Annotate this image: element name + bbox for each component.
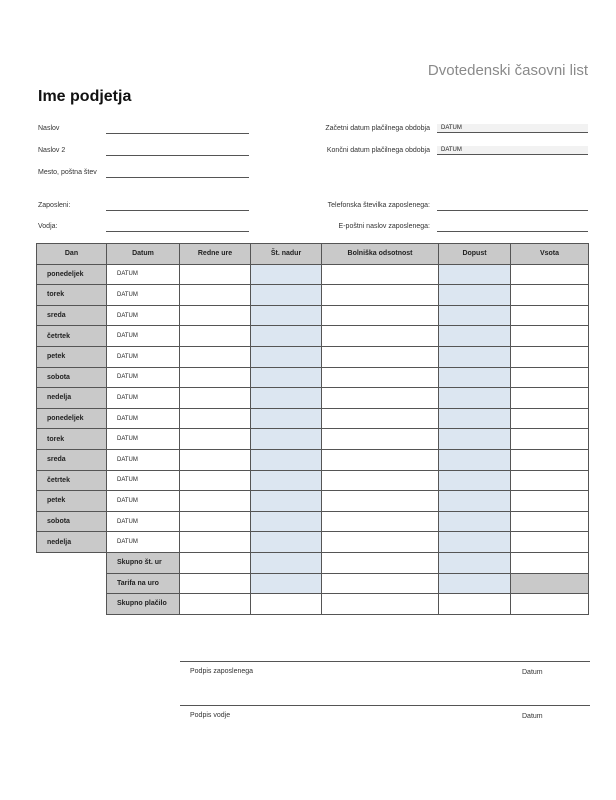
manager-date-label: Datum (522, 713, 543, 720)
col-header-sick-leave: Bolniška odsotnost (322, 244, 439, 265)
empty-cell (37, 594, 107, 615)
overtime-cell[interactable] (251, 449, 322, 470)
sick-leave-cell[interactable] (322, 408, 439, 429)
vacation-cell[interactable] (439, 511, 511, 532)
total-cell[interactable] (511, 305, 589, 326)
total-cell[interactable] (511, 367, 589, 388)
table-row (37, 532, 589, 553)
sick-leave-cell[interactable] (322, 532, 439, 553)
regular-hours-cell[interactable] (180, 511, 251, 532)
document-title: Dvotedenski časovni list (427, 62, 588, 79)
sick-leave-cell[interactable] (322, 491, 439, 512)
overtime-cell[interactable] (251, 532, 322, 553)
vacation-cell[interactable] (439, 429, 511, 450)
table-row (37, 326, 589, 347)
vacation-cell[interactable] (439, 449, 511, 470)
overtime-cell[interactable] (251, 264, 322, 285)
col-header-date: Datum (107, 244, 180, 265)
vacation-cell[interactable] (439, 388, 511, 409)
total-cell[interactable] (511, 285, 589, 306)
rate-label: Tarifa na uro (107, 573, 180, 594)
regular-hours-cell[interactable] (180, 346, 251, 367)
sick-leave-cell[interactable] (322, 346, 439, 367)
employee-signature-line[interactable] (180, 661, 590, 662)
date-cell[interactable]: DATUM (107, 511, 180, 532)
regular-hours-cell[interactable] (180, 449, 251, 470)
date-cell[interactable]: DATUM (107, 388, 180, 409)
rate-total-cell (511, 573, 589, 594)
date-cell[interactable]: DATUM (107, 346, 180, 367)
overtime-cell[interactable] (251, 470, 322, 491)
col-header-regular-hours: Redne ure (180, 244, 251, 265)
period-end-input[interactable]: DATUM (437, 146, 588, 155)
phone-input[interactable] (437, 210, 588, 211)
manager-label: Vodja: (38, 223, 58, 230)
address2-label: Naslov 2 (38, 147, 66, 154)
total-cell[interactable] (511, 532, 589, 553)
date-cell[interactable]: DATUM (107, 408, 180, 429)
total-hours-sum-cell[interactable] (511, 552, 589, 573)
manager-signature-label: Podpis vodje (190, 712, 231, 719)
sick-leave-cell[interactable] (322, 388, 439, 409)
date-cell[interactable]: DATUM (107, 449, 180, 470)
pay-vacation-cell[interactable] (439, 594, 511, 615)
date-cell[interactable]: DATUM (107, 470, 180, 491)
table-row (37, 449, 589, 470)
sick-leave-cell[interactable] (322, 367, 439, 388)
regular-hours-cell[interactable] (180, 470, 251, 491)
day-cell: petek (37, 491, 107, 512)
total-regular-hours-cell[interactable] (180, 552, 251, 573)
period-start-input[interactable]: DATUM (437, 124, 588, 133)
total-sick-leave-cell[interactable] (322, 552, 439, 573)
summary-row-total-pay (37, 594, 589, 615)
table-row (37, 491, 589, 512)
address2-input[interactable] (106, 155, 249, 156)
regular-hours-cell[interactable] (180, 326, 251, 347)
employee-label: Zaposleni: (38, 202, 71, 209)
vacation-cell[interactable] (439, 408, 511, 429)
total-cell[interactable] (511, 491, 589, 512)
vacation-cell[interactable] (439, 346, 511, 367)
table-row (37, 346, 589, 367)
manager-signature-line[interactable] (180, 705, 590, 706)
phone-label: Telefonska številka zaposlenega: (327, 202, 430, 209)
employee-date-label: Datum (522, 669, 543, 676)
day-cell: sobota (37, 367, 107, 388)
period-start-label: Začetni datum plačilnega obdobja (325, 125, 430, 132)
vacation-cell[interactable] (439, 367, 511, 388)
total-cell[interactable] (511, 511, 589, 532)
table-row (37, 305, 589, 326)
employee-input[interactable] (106, 210, 249, 211)
vacation-cell[interactable] (439, 532, 511, 553)
sick-leave-cell[interactable] (322, 449, 439, 470)
day-cell: nedelja (37, 532, 107, 553)
vacation-cell[interactable] (439, 264, 511, 285)
summary-row-rate (37, 573, 589, 594)
table-row (37, 264, 589, 285)
date-cell[interactable]: DATUM (107, 491, 180, 512)
regular-hours-cell[interactable] (180, 305, 251, 326)
city-input[interactable] (106, 177, 249, 178)
regular-hours-cell[interactable] (180, 491, 251, 512)
vacation-cell[interactable] (439, 326, 511, 347)
total-vacation-cell[interactable] (439, 552, 511, 573)
regular-hours-cell[interactable] (180, 408, 251, 429)
manager-input[interactable] (106, 231, 249, 232)
total-cell[interactable] (511, 408, 589, 429)
rate-overtime-cell[interactable] (251, 573, 322, 594)
day-cell: torek (37, 429, 107, 450)
overtime-cell[interactable] (251, 346, 322, 367)
rate-vacation-cell[interactable] (439, 573, 511, 594)
total-cell[interactable] (511, 326, 589, 347)
date-cell[interactable]: DATUM (107, 367, 180, 388)
total-cell[interactable] (511, 264, 589, 285)
vacation-cell[interactable] (439, 491, 511, 512)
sick-leave-cell[interactable] (322, 285, 439, 306)
sick-leave-cell[interactable] (322, 470, 439, 491)
total-hours-label: Skupno št. ur (107, 552, 180, 573)
pay-overtime-cell[interactable] (251, 594, 322, 615)
period-end-label: Končni datum plačilnega obdobja (326, 147, 430, 154)
day-cell: četrtek (37, 326, 107, 347)
empty-cell (37, 552, 107, 573)
col-header-total: Vsota (511, 244, 589, 265)
pay-sick-leave-cell[interactable] (322, 594, 439, 615)
day-cell: torek (37, 285, 107, 306)
date-cell[interactable]: DATUM (107, 532, 180, 553)
overtime-cell[interactable] (251, 511, 322, 532)
table-header-row (37, 244, 589, 265)
regular-hours-cell[interactable] (180, 285, 251, 306)
summary-row-total-hours (37, 552, 589, 573)
table-row (37, 388, 589, 409)
date-cell[interactable]: DATUM (107, 305, 180, 326)
overtime-cell[interactable] (251, 388, 322, 409)
timesheet-table (36, 243, 589, 615)
date-cell[interactable]: DATUM (107, 285, 180, 306)
vacation-cell[interactable] (439, 285, 511, 306)
total-cell[interactable] (511, 449, 589, 470)
date-cell[interactable]: DATUM (107, 429, 180, 450)
overtime-cell[interactable] (251, 305, 322, 326)
date-cell[interactable]: DATUM (107, 326, 180, 347)
pay-total-cell[interactable] (511, 594, 589, 615)
rate-regular-cell[interactable] (180, 573, 251, 594)
pay-regular-cell[interactable] (180, 594, 251, 615)
table-row (37, 367, 589, 388)
overtime-cell[interactable] (251, 326, 322, 347)
total-overtime-cell[interactable] (251, 552, 322, 573)
day-cell: četrtek (37, 470, 107, 491)
day-cell: ponedeljek (37, 408, 107, 429)
address-input[interactable] (106, 133, 249, 134)
overtime-cell[interactable] (251, 491, 322, 512)
email-input[interactable] (437, 231, 588, 232)
regular-hours-cell[interactable] (180, 388, 251, 409)
day-cell: sreda (37, 449, 107, 470)
regular-hours-cell[interactable] (180, 532, 251, 553)
regular-hours-cell[interactable] (180, 367, 251, 388)
table-row (37, 429, 589, 450)
rate-sick-leave-cell[interactable] (322, 573, 439, 594)
table-row (37, 470, 589, 491)
email-label: E-poštni naslov zaposlenega: (338, 223, 430, 230)
overtime-cell[interactable] (251, 285, 322, 306)
col-header-overtime: Št. nadur (251, 244, 322, 265)
table-row (37, 511, 589, 532)
sick-leave-cell[interactable] (322, 511, 439, 532)
overtime-cell[interactable] (251, 408, 322, 429)
vacation-cell[interactable] (439, 305, 511, 326)
city-label: Mesto, poštna štev (38, 169, 97, 176)
vacation-cell[interactable] (439, 470, 511, 491)
sick-leave-cell[interactable] (322, 264, 439, 285)
regular-hours-cell[interactable] (180, 264, 251, 285)
total-cell[interactable] (511, 429, 589, 450)
sick-leave-cell[interactable] (322, 326, 439, 347)
sick-leave-cell[interactable] (322, 429, 439, 450)
regular-hours-cell[interactable] (180, 429, 251, 450)
total-cell[interactable] (511, 388, 589, 409)
address-label: Naslov (38, 125, 60, 132)
date-cell[interactable]: DATUM (107, 264, 180, 285)
col-header-vacation: Dopust (439, 244, 511, 265)
day-cell: sobota (37, 511, 107, 532)
company-name: Ime podjetja (38, 88, 132, 105)
table-row (37, 408, 589, 429)
day-cell: petek (37, 346, 107, 367)
day-cell: nedelja (37, 388, 107, 409)
total-cell[interactable] (511, 470, 589, 491)
overtime-cell[interactable] (251, 367, 322, 388)
total-pay-label: Skupno plačilo (107, 594, 180, 615)
sick-leave-cell[interactable] (322, 305, 439, 326)
day-cell: ponedeljek (37, 264, 107, 285)
empty-cell (37, 573, 107, 594)
day-cell: sreda (37, 305, 107, 326)
total-cell[interactable] (511, 346, 589, 367)
table-row (37, 285, 589, 306)
employee-signature-label: Podpis zaposlenega (190, 668, 254, 675)
overtime-cell[interactable] (251, 429, 322, 450)
col-header-day: Dan (37, 244, 107, 265)
